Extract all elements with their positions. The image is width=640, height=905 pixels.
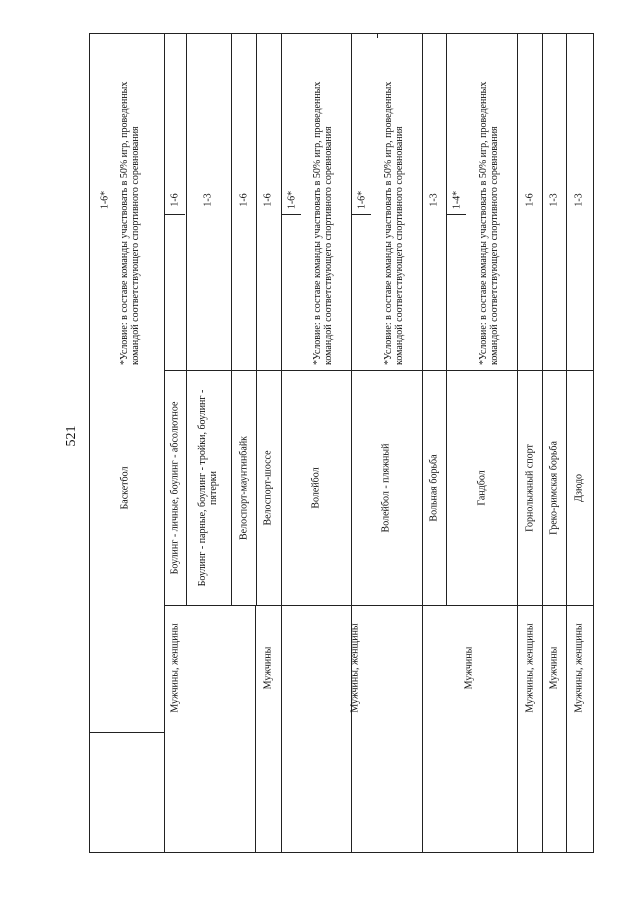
row-divider [542, 33, 543, 853]
discipline-cell: Боулинг - личные, боулинг - абсолютное [169, 401, 181, 575]
places-cell: 1-6 [238, 193, 250, 207]
places-cell: 1-3 [573, 193, 585, 207]
page-number: 521 [64, 425, 79, 447]
gender-cell: Мужчины [548, 646, 560, 690]
places-row-divider [164, 214, 185, 215]
row-divider [566, 33, 567, 853]
places-row-divider [446, 214, 466, 215]
places-cell: 1-6 [169, 193, 181, 207]
gender-cell: Мужчины [262, 646, 274, 690]
gender-cell: Мужчины, женщины [349, 623, 361, 713]
discipline-cell: Баскетбол [119, 466, 131, 510]
gender-cell: Мужчины [463, 646, 475, 690]
row-divider [256, 33, 257, 605]
row-divider [186, 33, 187, 605]
condition-note: *Условие: в составе команды участвовать в 50% игр, проведенных командой соответствующего спортивного соревнования [478, 81, 500, 365]
row-divider [351, 33, 352, 605]
discipline-cell: Горнолыжный спорт [524, 444, 536, 532]
col-divider-discipline [164, 370, 594, 371]
col-divider-note [377, 33, 378, 38]
row-divider [422, 33, 423, 605]
places-row-divider [351, 214, 371, 215]
row-divider [164, 33, 165, 853]
row-divider [517, 33, 518, 853]
row-divider [255, 605, 256, 853]
gender-col-divider [89, 732, 164, 733]
discipline-cell: Велоспорт-шоссе [262, 450, 274, 526]
places-cell: 1-6* [286, 190, 298, 210]
row-divider [231, 33, 232, 605]
discipline-cell: Волейбол [310, 467, 322, 509]
row-divider [446, 33, 447, 605]
discipline-cell: Дзюдо [573, 473, 585, 503]
condition-note: *Условие: в составе команды участвовать в 50% игр, проведенных командой соответствующего спортивного соревнования [119, 81, 141, 365]
gender-col-divider [164, 605, 594, 606]
discipline-cell: Вольная борьба [428, 454, 440, 522]
places-cell: 1-6* [356, 190, 368, 210]
discipline-cell: Гандбол [476, 470, 488, 506]
table-border-right [593, 33, 594, 853]
condition-note: *Условие: в составе команды участвовать в 50% игр, проведенных командой соответствующего спортивного соревнования [383, 81, 405, 365]
row-divider [281, 33, 282, 853]
places-cell: 1-3 [548, 193, 560, 207]
condition-note: *Условие: в составе команды участвовать в 50% игр, проведенных командой соответствующего спортивного соревнования [312, 81, 334, 365]
places-cell: 1-3 [428, 193, 440, 207]
table-border-left [89, 33, 90, 853]
row-divider [422, 605, 423, 853]
places-cell: 1-6* [99, 190, 111, 210]
discipline-cell: Греко-римская борьба [548, 441, 560, 535]
gender-cell: Мужчины, женщины [524, 623, 536, 713]
places-cell: 1-3 [202, 193, 214, 207]
places-row-divider [281, 214, 301, 215]
places-cell: 1-6 [262, 193, 274, 207]
discipline-cell: Велоспорт-маунтинбайк [238, 435, 250, 541]
discipline-cell: Боулинг - парные, боулинг - тройки, боулинг - пятерки [197, 389, 219, 587]
places-cell: 1-6 [524, 193, 536, 207]
gender-cell: Мужчины, женщины [169, 623, 181, 713]
discipline-cell: Волейбол - пляжный [380, 443, 392, 533]
gender-cell: Мужчины, женщины [573, 623, 585, 713]
places-cell: 1-4* [451, 190, 463, 210]
